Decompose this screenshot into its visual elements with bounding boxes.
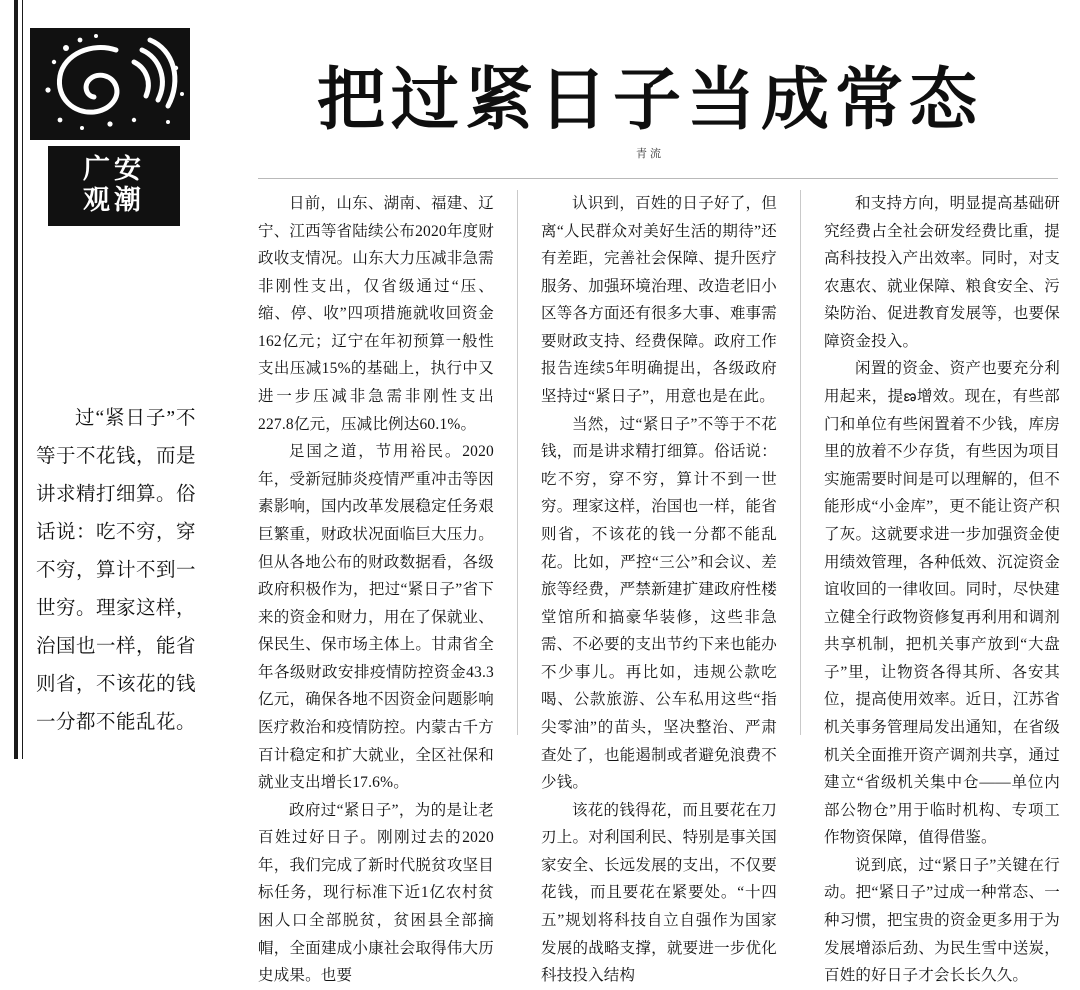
article-column-1 bbox=[258, 190, 494, 985]
column-divider bbox=[517, 190, 518, 735]
paragraph: 当然，过“紧日子”不等于不花钱，而是讲求精打细算。俗话说：吃不穷，穿不穷，算计不到一世穷。理家这样，治国也一样，能省则省，不该花的钱一分都不能乱花。比如，严控“三公”和会议、差旅等经费，严禁新建扩建政府性楼堂馆所和搞豪华装修，这些非急需、不必要的支出节约下来也能办不少事儿。再比如，违规公款吃喝、公款旅游、公车私用这些“指尖零油”的苗头，坚决整治、严肃查处了，也能遏制或者避免浪费不少钱。 bbox=[541, 415, 777, 792]
paragraph: 认识到，百姓的日子好了，但离“人民群众对美好生活的期待”还有差距，完善社会保障、提升医疗服务、加强环境治理、改造老旧小区等各方面还有很多大事、难事需要财政支持、经费保障。政府工作报告连续5年明确提出，各级政府坚持过“紧日子”，用意也是在此。 bbox=[541, 195, 777, 406]
article-column-2 bbox=[541, 190, 777, 985]
wave-swirl-icon bbox=[30, 28, 190, 140]
paragraph: 该花的钱得花，而且要花在刀刃上。对利国利民、特别是事关国家安全、长远发展的支出，不仅要花钱，而且要花在紧要处。“十四五”规划将科技自立自强作为国家发展的战略支撑，就要进一步优化科技投入结构 bbox=[541, 801, 777, 985]
header-divider bbox=[258, 178, 1058, 179]
logo-name-line2: 观潮 bbox=[83, 185, 145, 216]
paragraph: 闲置的资金、资产也要充分利用起来，提ణ增效。现在，有些部门和单位有些闲置着不少钱，库房里的放着不少存货，有些因为项目实施需要时间是可以理解的，但不能形成“小金库”，更不能让资产积了灰。这就要求进一步加强资金使用绩效管理，各种低效、沉淀资金谊收回的一律收回。同时，尽快建立健全行政物资修复再利用和调剂共享机制，把机关事产放到“大盘子”里，让物资各得其所、各安其位，提高使用效率。近日，江苏省机关事务管理局发出通知，在省级机关全面推开资产调剂共享，通过建立“省级机关集中仓——单位内部公物仓”用于临时机构、专项工作物资保障，值得借鉴。 bbox=[824, 360, 1060, 847]
standfirst-text: 过“紧日子”不等于不花钱，而是讲求精打细算。俗话说：吃不穷，穿不穷，算计不到一世穷。理家这样，治国也一样，能省则省，不该花的钱一分都不能乱花。 bbox=[36, 408, 197, 734]
paragraph: 政府过“紧日子”，为的是让老百姓过好日子。刚刚过去的2020年，我们完成了新时代脱贫攻坚目标任务，现行标准下近1亿农村贫困人口全部脱贫，贫困县全部摘帽，全面建成小康社会取得伟大历史成果。也要 bbox=[258, 801, 494, 985]
masthead bbox=[30, 28, 198, 226]
byline: 青流 bbox=[636, 148, 664, 160]
logo-name-line1: 广安 bbox=[83, 154, 145, 184]
paragraph: 说到底，过“紧日子”关键在行动。把“紧日子”过成一种常态、一种习惯，把宝贵的资金更多用于为发展增添后劲、为民生雪中送炭，百姓的好日子才会长长久久。 bbox=[824, 856, 1060, 985]
page-title: 把过紧日子当成常态 bbox=[316, 62, 983, 138]
paragraph: 日前，山东、湖南、福建、辽宁、江西等省陆续公布2020年度财政收支情况。山东大力压减非急需非刚性支出，仅省级通过“压、缩、停、收”四项措施就收回资金162亿元；辽宁在年初预算一般性支出压减15%的基础上，执行中又进一步压减非急需非刚性支出227.8亿元，压减比例达60.1%。 bbox=[258, 195, 494, 433]
paragraph: 足国之道，节用裕民。2020年，受新冠肺炎疫情严重冲击等因素影响，国内改革发展稳定任务艰巨繁重，财政状况面临巨大压力。但从各地公布的财政数据看，各级政府积极作为，把过“紧日子”省下来的资金和财力，用在了保就业、保民生、保市场主体上。甘肃省全年各级财政安排疫情防控资金43.3亿元，确保各地不因资金问题影响医疗救治和疫情防控。内蒙古千方百计稳定和扩大就业，全区社保和就业支出增长17.6%。 bbox=[258, 443, 494, 792]
article-column-3 bbox=[824, 190, 1060, 985]
left-border-thin-rule bbox=[22, 0, 23, 759]
paragraph: 和支持方向，明显提高基础研究经费占全社会研发经费比重，提高科技投入产出效率。同时，对支农惠农、就业保障、粮食安全、污染防治、促进教育发展等，也要保障资金投入。 bbox=[824, 195, 1060, 350]
column-logo-name bbox=[48, 146, 180, 226]
column-divider bbox=[800, 190, 801, 735]
left-border-rule bbox=[14, 0, 18, 759]
article-body bbox=[258, 190, 1060, 985]
